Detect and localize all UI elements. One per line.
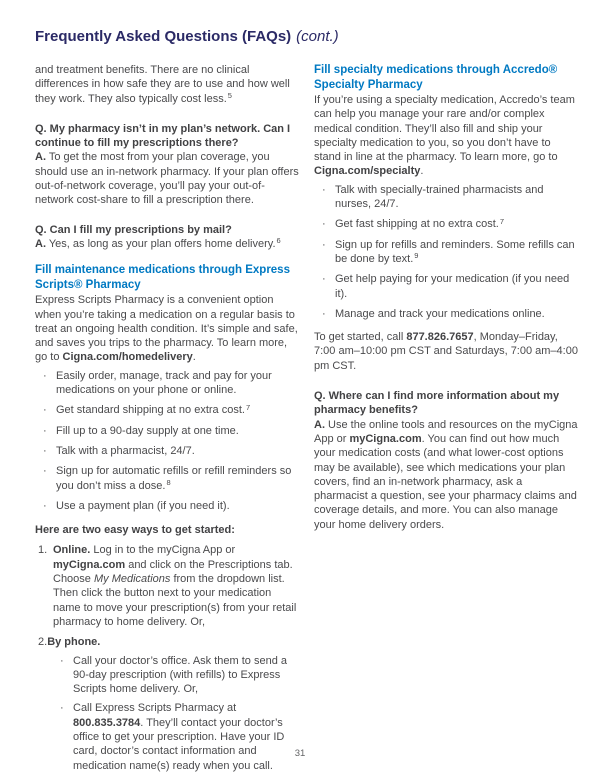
qa-question: Q. My pharmacy isn’t in my plan’s network. Can I continue to fill my prescriptions there?	[35, 122, 291, 150]
footnote-ref: 7	[245, 402, 251, 412]
step-online	[35, 543, 299, 629]
list-item-text: Call your doctor’s office. Ask them to send a 90-day prescription (with refills) to Express Scripts home delivery. Or,	[73, 654, 288, 696]
list-item-text: Talk with a pharmacist, 24/7.	[56, 444, 195, 457]
qa-block-network	[35, 122, 299, 208]
list-item-text: Easily order, manage, track and pay for your medications on your phone or online.	[56, 369, 272, 397]
section-intro-end: .	[420, 165, 424, 178]
get-started-heading: Here are two easy ways to get started:	[35, 524, 235, 537]
qa-block-mail	[35, 223, 299, 253]
bullet-icon: ·	[322, 183, 326, 196]
answer-label: A.	[35, 151, 46, 164]
list-item	[56, 701, 299, 772]
get-started-phone: To get started, call 877.826.7657, Monday–Friday, 7:00 am–10:00 pm CST and Saturdays, 7:00 am–4:00 pm CST.	[314, 331, 578, 372]
bullet-icon: ·	[322, 273, 326, 286]
right-column	[314, 63, 578, 778]
bullet-icon: ·	[60, 702, 64, 715]
bullet-icon: ·	[43, 499, 47, 512]
qa-answer: A. Use the online tools and resources on the myCigna App or myCigna.com. You can find out how much your medication costs (and what lower-cost options may be available), see which medications your plan covers, find an in-network pharmacy, ask a pharmacist a question, see your pharmacy claims and coverage details, and more. You can also manage your home delivery orders.	[314, 418, 578, 531]
list-item	[314, 272, 578, 302]
link-specialty[interactable]: Cigna.com/specialty	[314, 165, 421, 178]
section-heading-express-scripts: Fill maintenance medications through Express Scripts® Pharmacy	[35, 264, 290, 291]
link-homedelivery[interactable]: Cigna.com/homedelivery	[62, 351, 193, 364]
list-item-text: Fill up to a 90-day supply at one time.	[56, 424, 239, 437]
link-mycigna[interactable]: myCigna.com	[53, 558, 126, 571]
answer-label: A.	[35, 237, 46, 250]
step-number: 1.	[38, 544, 48, 557]
section-intro	[314, 93, 578, 179]
bullet-icon: ·	[322, 218, 326, 231]
qa-question: Q. Where can I find more information about my pharmacy benefits?	[314, 390, 560, 417]
bullet-icon: ·	[43, 404, 47, 417]
list-item	[56, 654, 299, 697]
list-item	[35, 444, 299, 459]
section-intro	[35, 293, 299, 364]
content-columns	[35, 63, 579, 778]
section-intro-end: .	[192, 351, 196, 364]
list-item	[314, 238, 578, 268]
list-item	[35, 464, 299, 494]
list-item	[314, 183, 578, 213]
qa-answer	[35, 237, 299, 252]
bullet-list-express	[35, 369, 299, 514]
answer-text: Yes, as long as your plan offers home delivery.	[46, 237, 276, 250]
bullet-icon: ·	[322, 238, 326, 251]
qa-question: Q. Can I fill my prescriptions by mail?	[35, 223, 232, 236]
list-item-text: Talk with specially-trained pharmacists and nurses, 24/7.	[335, 183, 544, 211]
intro-paragraph	[35, 63, 299, 107]
phone-number: 800.835.3784	[73, 716, 141, 729]
list-item-text: Get fast shipping at no extra cost.$^7$	[335, 216, 505, 231]
link-mycigna[interactable]: myCigna.com	[349, 432, 422, 445]
bullet-icon: ·	[43, 369, 47, 382]
section-intro-text: Express Scripts Pharmacy is a convenient option when you’re taking a medication on a regular basis to treat an ongoing health condition. It’s simple and safe, and saves you trips to the pharmacy. To learn more, go to	[35, 294, 298, 364]
footnote-ref: 9	[414, 251, 419, 261]
list-item	[314, 307, 578, 322]
qa-answer	[35, 150, 299, 207]
bullet-icon: ·	[43, 444, 47, 457]
step-text: Online. Log in to the myCigna App or myCigna.com and click on the Prescriptions tab. Choose My Medications from the dropdown list. Then click the button next to your medication name to move your prescription(s) from your retail pharmacy to home delivery. Or,	[53, 544, 297, 628]
list-item-text: Use a payment plan (if you need it).	[56, 499, 230, 512]
step-by-phone	[35, 635, 299, 649]
bullet-icon: ·	[60, 654, 64, 667]
list-item	[314, 217, 578, 232]
section-heading-accredo: Fill specialty medications through Accredo® Specialty Pharmacy	[314, 64, 558, 91]
step-label: By phone.	[47, 636, 101, 649]
left-column	[35, 63, 299, 778]
qa-block-more-info	[314, 389, 578, 532]
answer-label: A.	[314, 418, 325, 431]
page-number: 31	[294, 748, 306, 759]
list-item-text: Get help paying for your medication (if you need it).	[335, 273, 570, 300]
bullet-icon: ·	[43, 465, 47, 478]
bullet-list-accredo	[314, 183, 578, 322]
list-item-text: Manage and track your medications online.	[335, 307, 545, 320]
intro-text: and treatment benefits. There are no clinical differences in how safe they are to use and how well they work. They also typically cost less.	[35, 64, 290, 105]
list-item	[35, 369, 299, 399]
list-item	[35, 499, 299, 514]
footnote-ref: 8	[166, 478, 171, 488]
step-number: 2.	[38, 636, 48, 649]
page-title-cont: (cont.)	[296, 28, 339, 45]
bullet-icon: ·	[322, 307, 326, 320]
list-item-text: Sign up for automatic refills or refill reminders so you don’t miss a dose.$^8$	[56, 465, 292, 492]
section-intro-text: If you’re using a specialty medication, Accredo’s team can help you manage your rare and/or complex medical condition. They’ll also fill and ship your specialty medication to you, so you don’t have to stand in line at the pharmacy. To learn more, go to	[314, 94, 575, 164]
footnote-ref: 7	[499, 216, 505, 226]
list-item-text: Get standard shipping at no extra cost.$^7$	[56, 402, 251, 417]
footnote-ref: 6	[276, 236, 281, 246]
page-title	[35, 28, 579, 46]
footnote-ref: 5	[227, 91, 232, 101]
phone-number: 877.826.7657	[406, 331, 474, 344]
list-item	[35, 424, 299, 439]
page-title-main: Frequently Asked Questions (FAQs)	[35, 28, 292, 45]
list-item-text: Sign up for refills and reminders. Some refills can be done by text.$^9$	[335, 238, 575, 265]
list-item-text: Call Express Scripts Pharmacy at 800.835.3784. They’ll contact your doctor’s office to get your prescription. Have your ID card, doctor’s contact information and medication name(s) ready when you call.	[73, 702, 285, 772]
list-item	[35, 403, 299, 418]
answer-text: To get the most from your plan coverage, you should use an in-network pharmacy. If your plan offers out-of-network coverage, you’ll pay your out-of-network cost-share to fill a prescription there.	[35, 151, 299, 207]
bullet-icon: ·	[43, 424, 47, 437]
